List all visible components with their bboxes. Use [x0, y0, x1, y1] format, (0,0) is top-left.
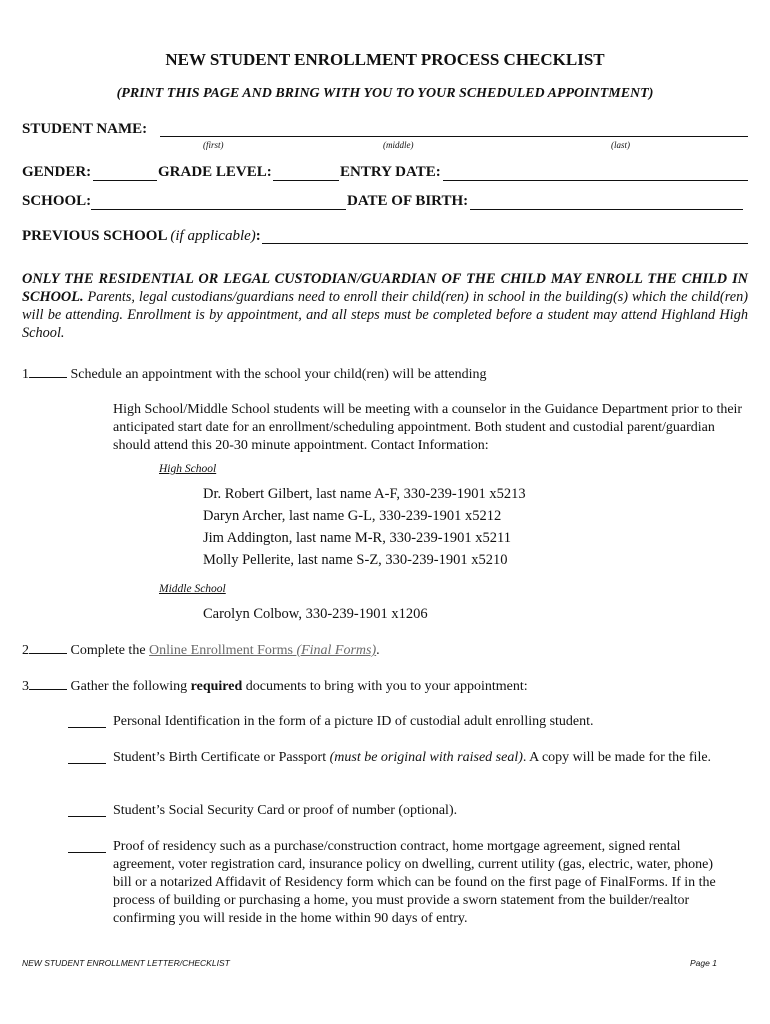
contact-pellerite: Molly Pellerite, last name S-Z, 330-239-1901 x5210: [203, 552, 508, 568]
step-2-text: Complete the: [70, 643, 150, 658]
step-3: [22, 678, 528, 696]
item-ssn-checkbox-line[interactable]: [68, 816, 106, 817]
first-name-hint: (first): [203, 140, 224, 150]
step-1-text: Schedule an appointment with the school your child(ren) will be attending: [70, 367, 487, 382]
item-personal-id: Personal Identification in the form of a picture ID of custodial adult enrolling student.: [113, 714, 594, 729]
step-3-text-before: Gather the following: [70, 679, 191, 694]
entry-date-label: ENTRY DATE:: [340, 164, 441, 180]
step-2: [22, 642, 380, 660]
school-line[interactable]: [91, 209, 346, 210]
if-applicable-text: (if applicable): [170, 228, 256, 244]
date-of-birth-line[interactable]: [470, 209, 743, 210]
last-name-hint: (last): [611, 140, 630, 150]
footer-title: NEW STUDENT ENROLLMENT LETTER/CHECKLIST: [22, 958, 230, 968]
contact-gilbert: Dr. Robert Gilbert, last name A-F, 330-239-1901 x5213: [203, 486, 526, 502]
contact-addington: Jim Addington, last name M-R, 330-239-1901 x5211: [203, 530, 511, 546]
page-subtitle: (PRINT THIS PAGE AND BRING WITH YOU TO YOUR SCHEDULED APPOINTMENT): [116, 86, 654, 101]
step-2-number: 2: [22, 643, 29, 658]
student-name-line[interactable]: [160, 136, 748, 137]
item-social-security: Student’s Social Security Card or proof of number (optional).: [113, 803, 458, 818]
middle-name-hint: (middle): [383, 140, 414, 150]
custodian-notice: [22, 270, 748, 342]
previous-school-line[interactable]: [262, 243, 748, 244]
item-birth-certificate: [113, 749, 713, 767]
item-proof-of-residency: Proof of residency such as a purchase/construction contract, home mortgage agreement, signed rental agreement, voter registration card, insurance policy on dwelling, current utility (gas, electric, water, phone) bill or a notarized Affidavit of Residency form which can be found on the first page of FinalForms. If in the process of building or purchasing a home, you must provide a sworn statement from the builder/realtor confirming you will reside in the home within 90 days of entry.: [113, 839, 716, 926]
contact-colbow: Carolyn Colbow, 330-239-1901 x1206: [203, 606, 428, 622]
step-3-text-after: documents to bring with you to your appointment:: [242, 679, 528, 694]
page-title: NEW STUDENT ENROLLMENT PROCESS CHECKLIST: [165, 50, 605, 69]
step-1: [22, 366, 487, 384]
step-2-checkbox-line[interactable]: [29, 653, 67, 654]
high-school-label: High School: [159, 463, 217, 475]
student-name-label: STUDENT NAME:: [22, 121, 148, 137]
school-label: SCHOOL:: [22, 193, 92, 209]
custodian-notice-text: Parents, legal custodians/guardians need to enroll their child(ren) in school in the building(s) which the child(ren) will be attending. Enrollment is by appointment, and all steps must be completed before a student may attend Highland High School.: [22, 289, 748, 341]
birth-text-c: . A copy will be made for the file.: [522, 750, 712, 765]
step-2-end: .: [376, 643, 380, 658]
page-number: Page 1: [690, 958, 717, 968]
previous-school-label: [22, 228, 261, 245]
step-1-checkbox-line[interactable]: [29, 377, 67, 378]
link-italic-text: (Final Forms): [296, 643, 377, 658]
item-residency-checkbox-line[interactable]: [68, 852, 106, 853]
birth-text-b: (must be original with raised seal): [329, 750, 523, 765]
item-id-checkbox-line[interactable]: [68, 727, 106, 728]
previous-school-text: PREVIOUS SCHOOL: [22, 228, 167, 244]
entry-date-line[interactable]: [443, 180, 748, 181]
grade-level-line[interactable]: [273, 180, 339, 181]
grade-level-label: GRADE LEVEL:: [158, 164, 272, 180]
step-3-required: required: [190, 679, 243, 694]
date-of-birth-label: DATE OF BIRTH:: [347, 193, 469, 209]
online-enrollment-forms-link[interactable]: [149, 643, 376, 658]
step-1-number: 1: [22, 367, 29, 382]
step-3-checkbox-line[interactable]: [29, 689, 67, 690]
item-birth-checkbox-line[interactable]: [68, 763, 106, 764]
custodian-notice-bold: ONLY THE RESIDENTIAL OR LEGAL CUSTODIAN/GUARDIAN OF THE CHILD MAY ENROLL THE CHILD IN SCHOOL.: [22, 271, 748, 305]
middle-school-label: Middle School: [159, 583, 226, 595]
gender-label: GENDER:: [22, 164, 92, 180]
birth-text-a: Student’s Birth Certificate or Passport: [113, 750, 330, 765]
link-text: Online Enrollment Forms: [149, 643, 293, 658]
gender-line[interactable]: [93, 180, 157, 181]
step-3-number: 3: [22, 679, 29, 694]
contact-archer: Daryn Archer, last name G-L, 330-239-1901 x5212: [203, 508, 502, 524]
previous-school-colon: :: [255, 228, 261, 244]
step-1-detail: High School/Middle School students will be meeting with a counselor in the Guidance Department prior to their anticipated start date for an enrollment/scheduling appointment. Both student and custodial parent/guardian should attend this 20-30 minute appointment. Contact Information:: [113, 402, 743, 453]
